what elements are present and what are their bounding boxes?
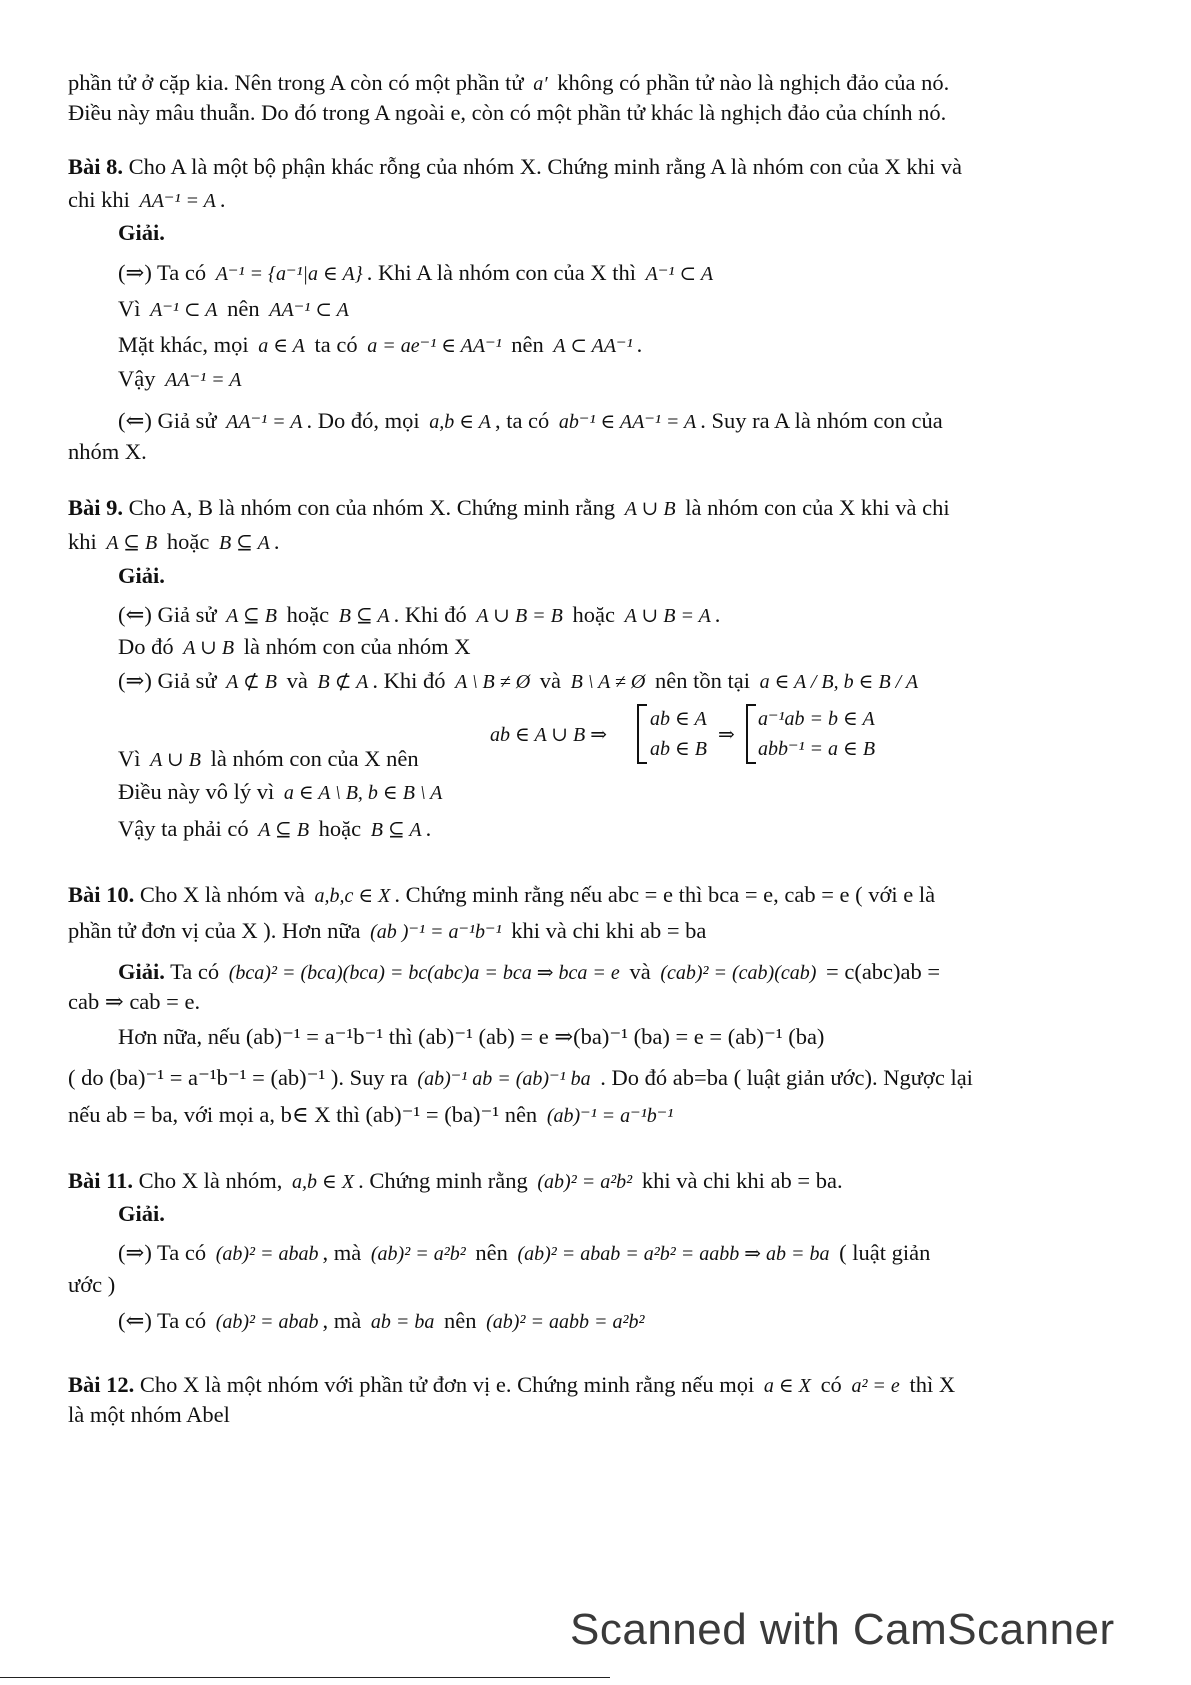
text: . Chứng minh rằng	[358, 1168, 528, 1193]
text: phần tử ở cặp kia. Nên trong A còn có một phần tử	[68, 70, 524, 95]
bai10-solution-line-5	[68, 1100, 677, 1131]
math: (ab)² = a²b²	[537, 1171, 633, 1193]
math: (ab)² = abab = a²b² = aabb ⇒ ab = ba	[517, 1243, 830, 1265]
math: AA⁻¹ = A	[139, 190, 216, 212]
text: hoặc	[318, 816, 362, 841]
text: Vậy	[118, 366, 156, 391]
bai8-line-2	[118, 294, 353, 325]
intro-line-2: Điều này mâu thuẫn. Do đó trong A ngoài e, còn có một phần tử khác là nghịch đảo của chính nó.	[68, 100, 947, 125]
exercise-title: Bài 8.	[68, 154, 124, 179]
text: Cho A là một bộ phận khác rỗng của nhóm X. Chứng minh rằng A là nhóm con của X khi và	[128, 154, 962, 179]
bai10-solution-line-3: Hơn nữa, nếu (ab)⁻¹ = a⁻¹b⁻¹ thì (ab)⁻¹ (ab) = e ⇒(ba)⁻¹ (ba) = e = (ab)⁻¹ (ba)	[118, 1024, 825, 1049]
text: là nhóm con của X nên	[210, 746, 419, 771]
text: . Do đó, mọi	[306, 408, 420, 433]
math: a ∈ A	[258, 335, 305, 357]
math: (bca)² = (bca)(bca) = bc(abc)a = bca ⇒ bca = e	[228, 962, 620, 984]
math: A ∪ B	[150, 749, 201, 771]
text: (⇐) Giả sử	[118, 408, 217, 433]
bai9-line-5	[118, 777, 446, 808]
text: Vì	[118, 746, 141, 771]
math: (ab)² = a²b²	[370, 1243, 466, 1265]
text: không có phần tử nào là nghịch đảo của nó.	[557, 70, 950, 95]
text: ( do (ba)⁻¹ = a⁻¹b⁻¹ = (ab)⁻¹ ). Suy ra	[68, 1065, 408, 1090]
text: .	[219, 187, 226, 212]
math: (ab)² = abab	[215, 1243, 319, 1265]
math: a² = e	[851, 1375, 900, 1397]
math: A \ B ≠ Ø	[455, 671, 531, 693]
text: Vậy ta phải có	[118, 816, 249, 841]
math: (cab)² = (cab)(cab)	[660, 962, 817, 984]
text: (⇒) Ta có	[118, 260, 207, 285]
text: . Khi đó	[393, 602, 467, 627]
bai10-solution-line-1	[118, 957, 940, 988]
bai9-line-1	[118, 600, 720, 631]
math: AA⁻¹ = A	[226, 411, 303, 433]
bai8-line-3	[118, 330, 642, 361]
text: . Khi đó	[372, 668, 446, 693]
text: ta có	[314, 332, 358, 357]
bai9-line-6	[118, 814, 431, 845]
math: B ⊆ A	[218, 532, 270, 554]
bai11-solution-heading: Giải.	[118, 1201, 165, 1226]
math: B \ A ≠ Ø	[570, 671, 646, 693]
text: (⇒) Giả sử	[118, 668, 217, 693]
math: A⁻¹ ⊂ A	[645, 263, 714, 285]
math: AA⁻¹ = A	[165, 369, 242, 391]
bai9-question-line-1	[68, 493, 950, 524]
text: (⇒) Ta có	[118, 1240, 207, 1265]
text: . Khi A là nhóm con của X thì	[366, 260, 637, 285]
bai9-solution-heading: Giải.	[118, 563, 165, 588]
text: hoặc	[572, 602, 615, 627]
text: chi khi	[68, 187, 130, 212]
math: A ∪ B	[183, 637, 235, 659]
text: Ta có	[170, 959, 220, 984]
left-bracket	[746, 704, 756, 764]
bai8-line-1	[118, 258, 717, 289]
exercise-title: Bài 12.	[68, 1372, 135, 1397]
text: Cho X là nhóm,	[138, 1168, 283, 1193]
math: A ⊄ B	[226, 671, 277, 693]
text: có	[820, 1372, 842, 1397]
math: (ab)² = abab	[215, 1311, 319, 1333]
text: . Suy ra A là nhóm con của	[700, 408, 943, 433]
text: thì X	[909, 1372, 956, 1397]
math: a ∈ X	[763, 1375, 811, 1397]
text: ( luật giản	[839, 1240, 931, 1265]
text: Do đó	[118, 634, 174, 659]
text: là nhóm con của nhóm X	[243, 634, 471, 659]
text: , ta có	[494, 408, 550, 433]
math: ab⁻¹ ∈ AA⁻¹ = A	[558, 411, 697, 433]
math: (ab )⁻¹ = a⁻¹b⁻¹	[370, 921, 502, 943]
bai8-line-5	[118, 406, 943, 437]
matrix-lead: ab ∈ A ∪ B ⇒	[490, 724, 608, 746]
math: (ab)⁻¹ = a⁻¹b⁻¹	[546, 1105, 674, 1127]
text: nếu ab = ba, với mọi a, b∈ X thì (ab)⁻¹ = (ba)⁻¹ nên	[68, 1102, 538, 1127]
text: hoặc	[286, 602, 330, 627]
bai10-question-line-2	[68, 916, 706, 947]
text: nên	[475, 1240, 508, 1265]
implies-arrow: ⇒	[718, 724, 735, 746]
bai10-solution-line-2: cab ⇒ cab = e.	[68, 989, 201, 1014]
bai9-question-line-2	[68, 527, 279, 558]
solution-heading: Giải.	[118, 959, 165, 984]
text: Vì	[118, 296, 141, 321]
text: .	[425, 816, 432, 841]
text: khi và chi khi ab = ba	[511, 918, 707, 943]
math: A⁻¹ ⊂ A	[150, 299, 218, 321]
case-result-1: a⁻¹ab = b ∈ A	[758, 708, 875, 730]
math: A ∪ B = B	[476, 605, 563, 627]
math: B ⊄ A	[317, 671, 369, 693]
bai10-question-line-1	[68, 880, 935, 911]
bottom-rule	[0, 1677, 610, 1678]
exercise-title: Bài 11.	[68, 1168, 134, 1193]
case-row-2: ab ∈ B	[650, 738, 708, 760]
text: nên	[511, 332, 544, 357]
bai11-line-2: ước )	[68, 1272, 116, 1297]
math: a ∈ A \ B, b ∈ B \ A	[283, 782, 443, 804]
bai8-line-6: nhóm X.	[68, 439, 147, 464]
text: . Chứng minh rằng nếu abc = e thì bca = e, cab = e ( với e là	[394, 882, 936, 907]
text: nên	[444, 1308, 477, 1333]
math: ab = ba	[370, 1311, 435, 1333]
math: a,b,c ∈ X	[314, 885, 391, 907]
left-bracket	[637, 704, 647, 764]
text: , mà	[322, 1240, 362, 1265]
exercise-title: Bài 9.	[68, 495, 124, 520]
math: a′	[533, 73, 548, 95]
bai12-question-line-1	[68, 1370, 955, 1401]
text: Cho X là nhóm và	[139, 882, 305, 907]
text: khi	[68, 529, 97, 554]
text: Cho X là một nhóm với phần tử đơn vị e. Chứng minh rằng nếu mọi	[139, 1372, 755, 1397]
bai12-question-line-2: là một nhóm Abel	[68, 1402, 230, 1427]
bai9-line-3	[118, 666, 922, 697]
math: (ab)⁻¹ ab = (ab)⁻¹ ba	[417, 1068, 591, 1090]
text: . Do đó ab=ba ( luật giản ước). Ngược lại	[600, 1065, 973, 1090]
text: khi và chi khi ab = ba.	[641, 1168, 843, 1193]
text: .	[273, 529, 280, 554]
math: (ab)² = aabb = a²b²	[486, 1311, 645, 1333]
bai11-line-3	[118, 1306, 648, 1337]
text: Điều này vô lý vì	[118, 779, 275, 804]
bai10-solution-line-4	[68, 1063, 973, 1094]
text: (⇐) Giả sử	[118, 602, 217, 627]
math: a,b ∈ A	[429, 411, 491, 433]
bai8-solution-heading: Giải.	[118, 220, 165, 245]
text: là nhóm con của X khi và chi	[685, 495, 950, 520]
math: a,b ∈ X	[292, 1171, 355, 1193]
intro-line-1	[68, 68, 949, 99]
text: Cho A, B là nhóm con của nhóm X. Chứng minh rằng	[128, 495, 616, 520]
bai11-question-line-1	[68, 1166, 843, 1197]
math: B ⊆ A	[370, 819, 422, 841]
math: AA⁻¹ ⊂ A	[269, 299, 349, 321]
bai9-line-4	[118, 744, 419, 775]
bai8-question-line-1	[68, 152, 962, 182]
math: A⁻¹ = {a⁻¹|a ∈ A}	[215, 263, 363, 285]
text: , mà	[322, 1308, 362, 1333]
math: a ∈ A / B, b ∈ B / A	[759, 671, 919, 693]
math: A ∪ B = A	[624, 605, 711, 627]
exercise-title: Bài 10.	[68, 882, 135, 907]
math: A ∪ B	[624, 498, 676, 520]
text: nên tồn tại	[654, 668, 750, 693]
text: (⇐) Ta có	[118, 1308, 207, 1333]
implication-cases	[490, 704, 910, 766]
case-row-1: ab ∈ A	[650, 708, 707, 730]
bai11-line-1	[118, 1238, 930, 1269]
math: A ⊆ B	[258, 819, 310, 841]
text: nên	[227, 296, 260, 321]
text: hoặc	[166, 529, 210, 554]
text: Mặt khác, mọi	[118, 332, 249, 357]
bai8-question-line-2	[68, 185, 225, 216]
math: A ⊆ B	[226, 605, 277, 627]
math: a = ae⁻¹ ∈ AA⁻¹	[367, 335, 502, 357]
math: A ⊂ AA⁻¹	[553, 335, 633, 357]
bai8-line-4	[118, 364, 245, 395]
case-result-2: abb⁻¹ = a ∈ B	[758, 738, 876, 760]
text: .	[636, 332, 643, 357]
bai9-line-2	[118, 632, 471, 663]
camscanner-watermark: Scanned with CamScanner	[570, 1605, 1115, 1654]
text: phần tử đơn vị của X ). Hơn nữa	[68, 918, 361, 943]
text: và	[539, 668, 562, 693]
text: và	[286, 668, 308, 693]
math: B ⊆ A	[338, 605, 390, 627]
text: và	[629, 959, 651, 984]
text: = c(abc)ab =	[826, 959, 941, 984]
math: A ⊆ B	[106, 532, 158, 554]
text: .	[714, 602, 721, 627]
